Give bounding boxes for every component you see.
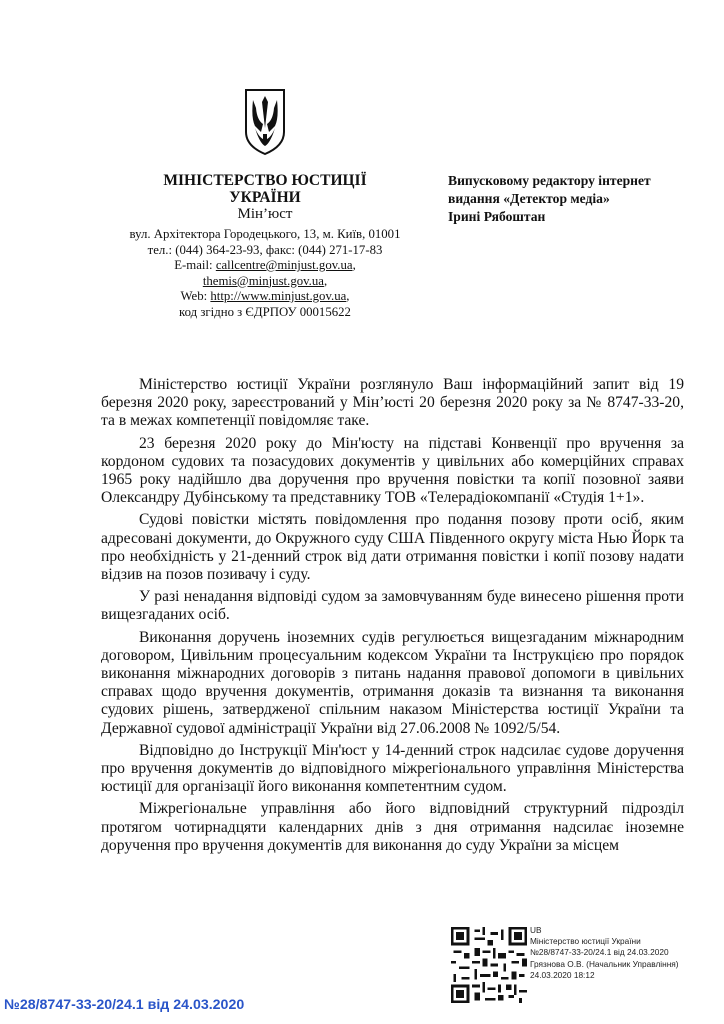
addressee-line-3: Ірині Рябоштан	[448, 209, 546, 224]
ministry-name-line2: УКРАЇНИ	[229, 189, 301, 206]
addressee-line-2: видання «Детектор медіа»	[448, 191, 610, 206]
body-paragraph-6: Відповідно до Інструкції Мін'юст у 14-денний строк надсилає судове доручення про вручення документів до відповідного міжрегіонального управління Міністерства юстиції для організації його виконання компетентним судом.	[101, 741, 684, 796]
ministry-name: МІНІСТЕРСТВО ЮСТИЦІЇ	[163, 172, 367, 189]
email-separator: ,	[352, 258, 356, 272]
ministry-short-name: Мін’юст	[237, 206, 293, 222]
web-label: Web:	[180, 289, 208, 303]
stamp-line-4: Грязнова О.В. (Начальник Управління)	[530, 958, 679, 969]
email-label: E-mail:	[174, 258, 213, 272]
ministry-phones: тел.: (044) 364-23-93, факс: (044) 271-17-83	[147, 242, 383, 257]
stamp-line-2: Міністерство юстиції України	[530, 936, 641, 947]
email-link-callcentre[interactable]: callcentre@minjust.gov.ua	[215, 258, 353, 272]
web-link[interactable]: http://www.minjust.gov.ua	[210, 289, 347, 303]
stamp-line-5: 24.03.2020 18:12	[530, 969, 595, 980]
body-paragraph-7: Міжрегіональне управління або його відповідний структурний підрозділ протягом чотирнадцяти календарних днів з дня отримання надсилає іноземне доручення про вручення документів для виконання до суду України за місцем	[101, 800, 684, 854]
body-paragraph-1: Міністерство юстиції України розглянуло Ваш інформаційний запит від 19 березня 2020 року, зареєстрований у Мін’юсті 20 березня 2020 року за № 8747-33-20, та в межах компетенції повідомляє таке.	[101, 376, 684, 430]
body-paragraph-4: У разі ненадання відповіді судом за замовчуванням буде винесено рішення проти вищезгаданих осіб.	[101, 588, 684, 624]
e-signature-stamp	[530, 925, 720, 981]
sender-block	[100, 172, 430, 320]
letter-body	[101, 376, 684, 859]
addressee-line-1: Випусковому редактору інтернет	[448, 173, 651, 188]
body-paragraph-3: Судові повістки містять повідомлення про подання позову проти осіб, яким адресовані документи, до Окружного суду США Південного округу міста Нью Йорк та про необхідність у 21-денний строк від дати отримання повістки і копії позову надати відзив на позов позивачу і суду.	[101, 511, 684, 584]
qr-code-icon	[451, 927, 527, 1003]
ministry-address: вул. Архітектора Городецького, 13, м. Київ, 01001	[129, 227, 401, 241]
email2-separator: ,	[323, 273, 328, 288]
addressee-block	[448, 172, 698, 226]
ministry-edrpou: код згідно з ЄДРПОУ 00015622	[179, 304, 351, 319]
ministry-email-line	[100, 258, 430, 274]
body-paragraph-5: Виконання доручень іноземних судів регулюється вищезгаданим міжнародним договором, Цивільним процесуальним кодексом України та Інструкцією про порядок виконання міжнародних договорів з питань надання правової допомоги в цивільних справах щодо вручення документів, отримання доказів та визнання та виконання судових рішень, затвердженої спільним наказом Міністерства юстиції України та Державної судової адміністрації України від 27.06.2008 № 1092/5/54.	[101, 628, 684, 737]
body-paragraph-2: 23 березня 2020 року до Мін'юсту на підставі Конвенції про вручення за кордоном судових та позасудових документів у цивільних або комерційних справах 1965 року надійшло два доручення про вручення повістки та копії позовної заяви Олександру Дубінському та представнику ТОВ «Телерадіокомпанії «Студія 1+1».	[101, 434, 684, 507]
ministry-email-line2	[100, 274, 430, 290]
email-link-themis[interactable]: themis@minjust.gov.ua	[202, 273, 324, 288]
web-separator: ,	[346, 289, 350, 303]
stamp-line-1: UB	[530, 925, 542, 935]
trident-emblem-icon	[243, 88, 287, 156]
ministry-web-line	[100, 289, 430, 305]
registration-number: №28/8747-33-20/24.1 від 24.03.2020	[4, 997, 245, 1013]
stamp-line-3: №28/8747-33-20/24.1 від 24.03.2020	[530, 947, 669, 958]
